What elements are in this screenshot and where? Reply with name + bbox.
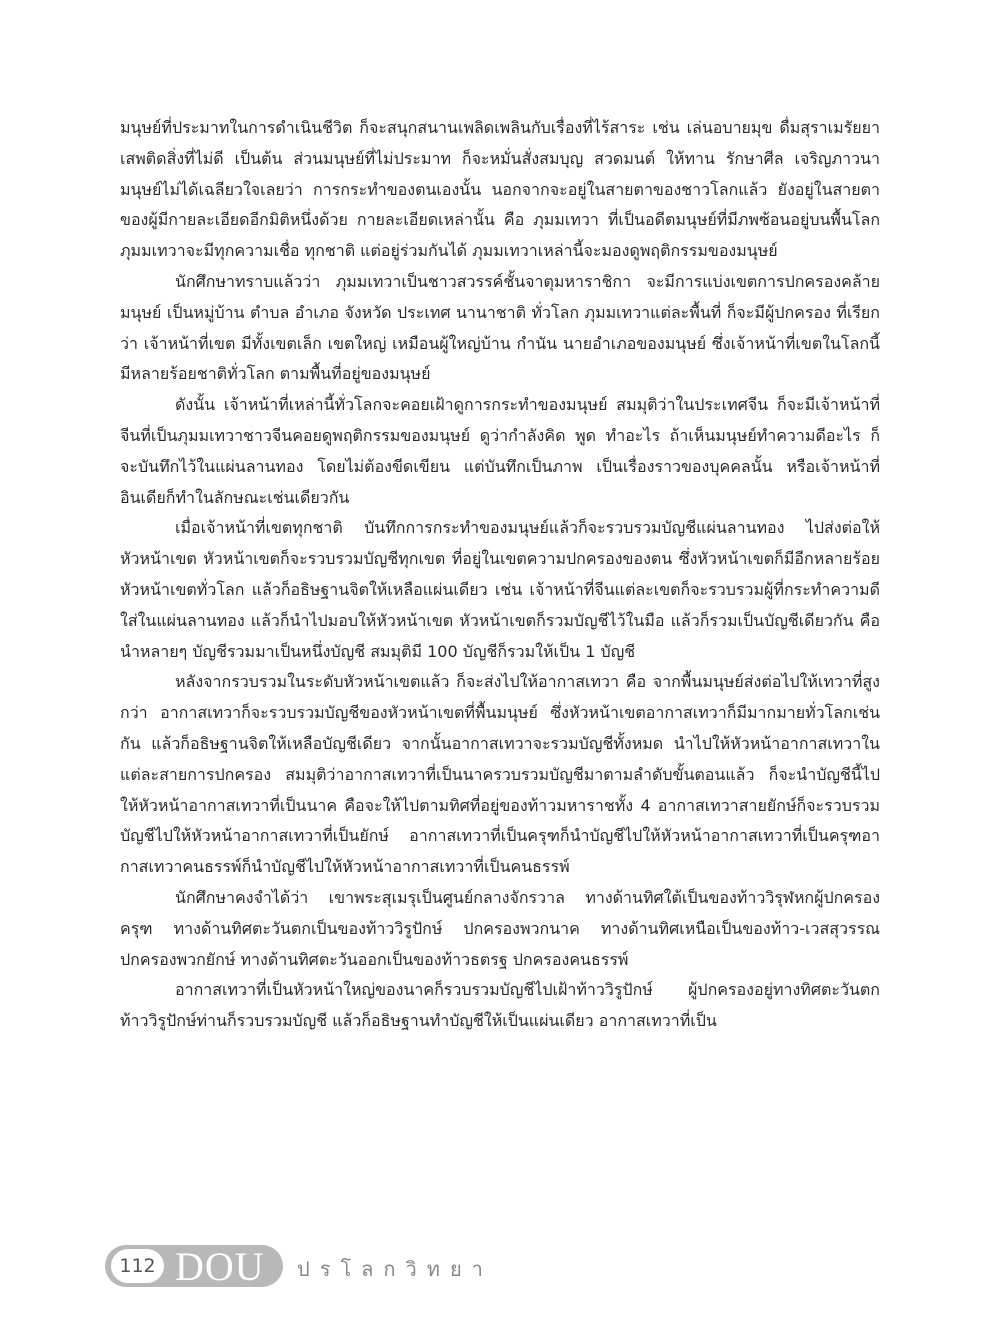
body-text xyxy=(120,113,880,1223)
paragraph-7: อากาสเทวาที่เป็นหัวหน้าใหญ่ของนาคก็รวบรวมบัญชีไปเฝ้าท้าววิรูปักษ์ ผู้ปกครองอยู่ทางทิศตะวันตก ท้าววิรูปักษ์ท่านก็รวบรวมบัญชี แล้วก็อธิษฐานทำบัญชีให้เป็นแผ่นเดียว อากาสเทวาที่เป็น xyxy=(120,980,880,1031)
footer-badge xyxy=(105,1245,283,1287)
dou-logo: DOU xyxy=(175,1244,265,1289)
paragraph-3: ดังนั้น เจ้าหน้าที่เหล่านี้ทั่วโลกจะคอยเฝ้าดูการกระทำของมนุษย์ สมมุติว่าในประเทศจีน ก็จะมีเจ้าหน้าที่จีนที่เป็นภุมมเทวาชาวจีนคอยดูพฤติกรรมของมนุษย์ ดูว่ากำลังคิด พูด ทำอะไร ถ้าเห็นมนุษย์ทำความดีอะไร ก็จะบันทึกไว้ในแผ่นลานทอง โดยไม่ต้องขีดเขียน แต่บันทึกเป็นภาพ เป็นเรื่องราวของบุคคลนั้น หรือเจ้าหน้าที่อินเดียก็ทำในลักษณะเช่นเดียวกัน xyxy=(120,395,880,507)
paragraph-2: นักศึกษาทราบแล้วว่า ภุมมเทวาเป็นชาวสวรรค์ชั้นจาตุมหาราชิกา จะมีการแบ่งเขตการปกครองคล้ายมนุษย์ เป็นหมู่บ้าน ตำบล อำเภอ จังหวัด ประเทศ นานาชาติ ทั่วโลก ภุมมเทวาแต่ละพื้นที่ ก็จะมีผู้ปกครอง ที่เรียกว่า เจ้าหน้าที่เขต มีทั้งเขตเล็ก เขตใหญ่ เหมือนผู้ใหญ่บ้าน กำนัน นายอำเภอของมนุษย์ ซึ่งเจ้าหน้าที่เขตในโลกนี้มีหลายร้อยชาติทั่วโลก ตามพื้นที่อยู่ของมนุษย์ xyxy=(120,271,880,384)
paragraph-1: มนุษย์ที่ประมาทในการดำเนินชีวิต ก็จะสนุกสนานเพลิดเพลินกับเรื่องที่ไร้สาระ เช่น เล่นอบายมุข ดื่มสุราเมรัยยาเสพติดสิ่งที่ไม่ดี เป็นต้น ส่วนมนุษย์ที่ไม่ประมาท ก็จะหมั่นสั่งสมบุญ สวดมนต์ ให้ทาน รักษาศีล เจริญภาวนา มนุษย์ไม่ได้เฉลียวใจเลยว่า การกระทำของตนเองนั้น นอกจากจะอยู่ในสายตาของชาวโลกแล้ว ยังอยู่ในสายตาของผู้มีกายละเอียดอีกมิติหนึ่งด้วย กายละเอียดเหล่านั้น คือ ภุมมเทวา ที่เป็นอดีตมนุษย์ที่มีภพซ้อนอยู่บนพื้นโลก ภุมมเทวาจะมีทุกความเชื่อ ทุกชาติ แต่อยู่ร่วมกันได้ ภุมมเทวาเหล่านี้จะมองดูพฤติกรรมของมนุษย์ xyxy=(120,118,880,261)
page-footer xyxy=(105,1240,605,1290)
paragraph-4: เมื่อเจ้าหน้าที่เขตทุกชาติ บันทึกการกระทำของมนุษย์แล้วก็จะรวบรวมบัญชีแผ่นลานทอง ไปส่งต่อให้หัวหน้าเขต หัวหน้าเขตก็จะรวบรวมบัญชีทุกเขต ที่อยู่ในเขตความปกครองของตน ซึ่งหัวหน้าเขตก็มีอีกหลายร้อยหัวหน้าเขตทั่วโลก แล้วก็อธิษฐานจิตให้เหลือแผ่นเดียว เช่น เจ้าหน้าที่จีนแต่ละเขตก็จะรวบรวมผู้ที่กระทำความดีใส่ในแผ่นลานทอง แล้วก็นำไปมอบให้หัวหน้าเขต หัวหน้าเขตก็รวมบัญชีไว้ในมือ แล้วก็รวมเป็นบัญชีเดียวกัน คือ นำหลายๆ บัญชีรวมมาเป็นหนึ่งบัญชี สมมุติมี 100 บัญชีก็รวมให้เป็น 1 บัญชี xyxy=(120,518,880,661)
page-number: 112 xyxy=(111,1249,164,1283)
paragraph-6: นักศึกษาคงจำได้ว่า เขาพระสุเมรุเป็นศูนย์กลางจักรวาล ทางด้านทิศใต้เป็นของท้าววิรุฬหกผู้ปกครองครุฑ ทางด้านทิศตะวันตกเป็นของท้าววิรูปักษ์ ปกครองพวกนาค ทางด้านทิศเหนือเป็นของท้าว-เวสสุวรรณ ปกครองพวกยักษ์ ทางด้านทิศตะวันออกเป็นของท้าวธตรฐ ปกครองคนธรรพ์ xyxy=(120,887,880,969)
course-title: ปรโลกวิทยา xyxy=(297,1257,493,1281)
paragraph-5: หลังจากรวบรวมในระดับหัวหน้าเขตแล้ว ก็จะส่งไปให้อากาสเทวา คือ จากพื้นมนุษย์ส่งต่อไปให้เทวาที่สูงกว่า อากาสเทวาก็จะรวบรวมบัญชีของหัวหน้าเขตที่พื้นมนุษย์ ซึ่งหัวหน้าเขตอากาสเทวาก็มีมากมายทั่วโลกเช่นกัน แล้วก็อธิษฐานจิตให้เหลือบัญชีเดียว จากนั้นอากาสเทวาจะรวมบัญชีทั้งหมด นำไปให้หัวหน้าอากาสเทวาในแต่ละสายการปกครอง สมมุติว่าอากาสเทวาที่เป็นนาครวบรวมบัญชีมาตามลำดับขั้นตอนแล้ว ก็จะนำบัญชีนี้ไปให้หัวหน้าอากาสเทวาที่เป็นนาค คือจะให้ไปตามทิศที่อยู่ของท้าวมหาราชทั้ง 4 อากาสเทวาสายยักษ์ก็จะรวบรวมบัญชีไปให้หัวหน้าอากาสเทวาที่เป็นยักษ์ อากาสเทวาที่เป็นครุฑก็นำบัญชีไปให้หัวหน้าอากาสเทวาที่เป็นครุฑอากาสเทวาคนธรรพ์ก็นำบัญชีไปให้หัวหน้าอากาสเทวาที่เป็นคนธรรพ์ xyxy=(120,672,880,877)
